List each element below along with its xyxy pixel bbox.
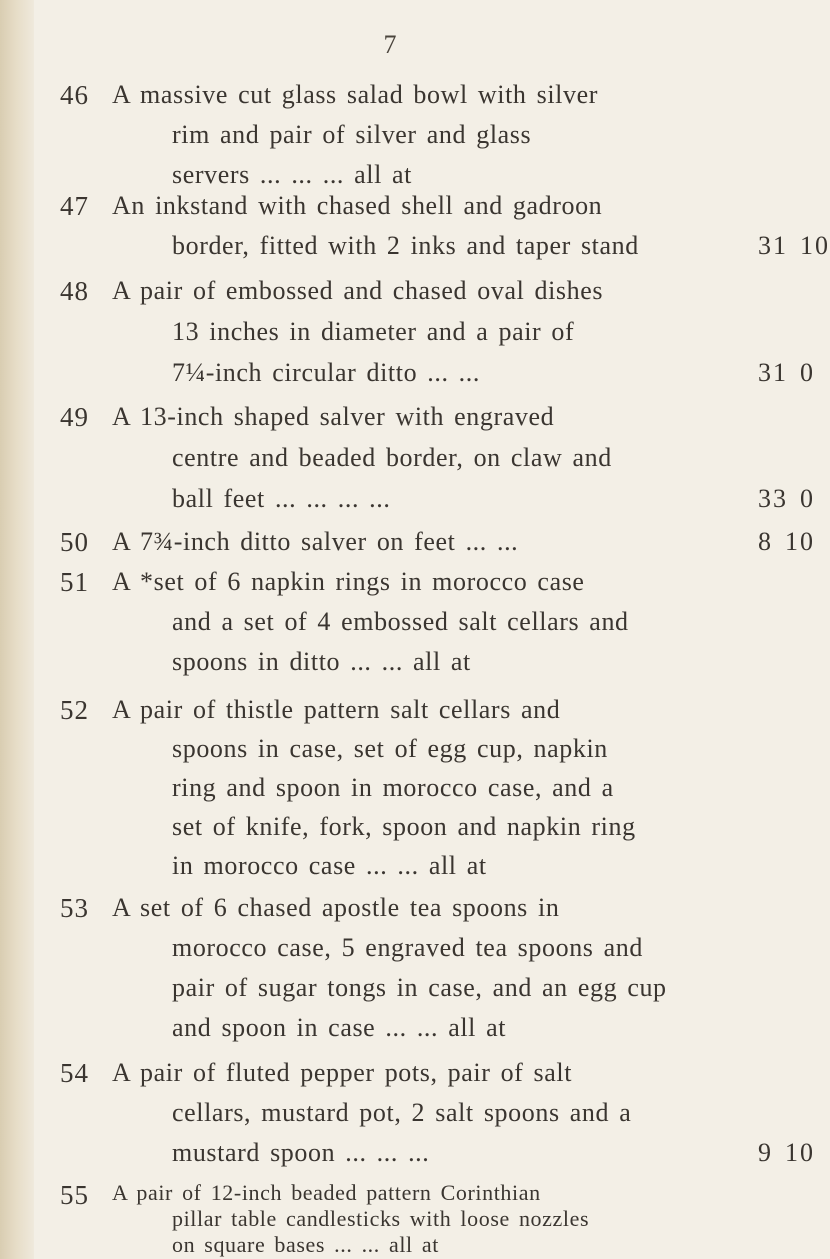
lot-line: set of knife, fork, spoon and napkin ring (172, 812, 636, 841)
price-shillings: 10 (800, 231, 830, 260)
lot-line: 7¼-inch circular ditto ... ... (172, 358, 480, 387)
lot-line: A pair of fluted pepper pots, pair of salt (112, 1058, 573, 1087)
lot-line: A pair of embossed and chased oval dishes (112, 276, 604, 305)
lot-line: on square bases ... ... all at (172, 1232, 439, 1257)
lot-line: spoons in case, set of egg cup, napkin (172, 734, 608, 763)
lot-number: 48 (60, 276, 89, 306)
lot-number: 49 (60, 402, 89, 432)
page-number: 7 (383, 30, 397, 59)
price-shillings: 0 (800, 358, 815, 387)
price-pounds: 33 (758, 484, 788, 513)
lot-number: 46 (60, 80, 89, 110)
lot-line: A set of 6 chased apostle tea spoons in (112, 893, 560, 922)
lot-line: mustard spoon ... ... ... (172, 1138, 430, 1167)
lot-line: A *set of 6 napkin rings in morocco case (112, 567, 585, 596)
lot-line: pillar table candlesticks with loose nozzles (172, 1206, 590, 1231)
lot-line: pair of sugar tongs in case, and an egg cup (172, 973, 667, 1002)
lot-line: in morocco case ... ... all at (172, 851, 487, 880)
lot-line: and spoon in case ... ... all at (172, 1013, 507, 1042)
lot-line: A pair of thistle pattern salt cellars and (112, 695, 561, 724)
lot-line: morocco case, 5 engraved tea spoons and (172, 933, 643, 962)
lot-number: 47 (60, 191, 89, 221)
lot-line: cellars, mustard pot, 2 salt spoons and a (172, 1098, 632, 1127)
lot-line: ball feet ... ... ... ... (172, 484, 391, 513)
lot-line: ring and spoon in morocco case, and a (172, 773, 614, 802)
lot-line: and a set of 4 embossed salt cellars and (172, 607, 629, 636)
lot-line: An inkstand with chased shell and gadroon (112, 191, 603, 220)
price-shillings: 10 (785, 527, 815, 556)
price-pounds: 9 (758, 1138, 773, 1167)
lot-line: rim and pair of silver and glass (172, 120, 532, 149)
lot-number: 51 (60, 567, 89, 597)
lot-line: 13 inches in diameter and a pair of (172, 317, 575, 346)
price-shillings: 10 (785, 1138, 815, 1167)
price-pounds: 8 (758, 527, 773, 556)
lot-line: A pair of 12-inch beaded pattern Corinthian (112, 1180, 541, 1205)
lot-number: 54 (60, 1058, 89, 1088)
price-shillings: 0 (800, 484, 815, 513)
lot-price (758, 484, 828, 514)
lot-line: A massive cut glass salad bowl with silver (112, 80, 598, 109)
lot-number: 50 (60, 527, 89, 557)
lot-line: border, fitted with 2 inks and taper stand (172, 231, 639, 260)
page-edge (0, 0, 34, 1259)
lot-number: 52 (60, 695, 89, 725)
lot-price (758, 527, 828, 557)
price-pounds: 31 (758, 231, 788, 260)
lot-price (758, 231, 828, 261)
lot-line: centre and beaded border, on claw and (172, 443, 612, 472)
lot-line: spoons in ditto ... ... all at (172, 647, 471, 676)
lot-price (758, 1138, 828, 1168)
lot-line: A 7¾-inch ditto salver on feet ... ... (112, 527, 519, 556)
lot-number: 55 (60, 1180, 89, 1210)
lot-number: 53 (60, 893, 89, 923)
lot-line: A 13-inch shaped salver with engraved (112, 402, 555, 431)
price-pounds: 31 (758, 358, 788, 387)
lot-line: servers ... ... ... all at (172, 160, 412, 189)
lot-price (758, 358, 828, 388)
